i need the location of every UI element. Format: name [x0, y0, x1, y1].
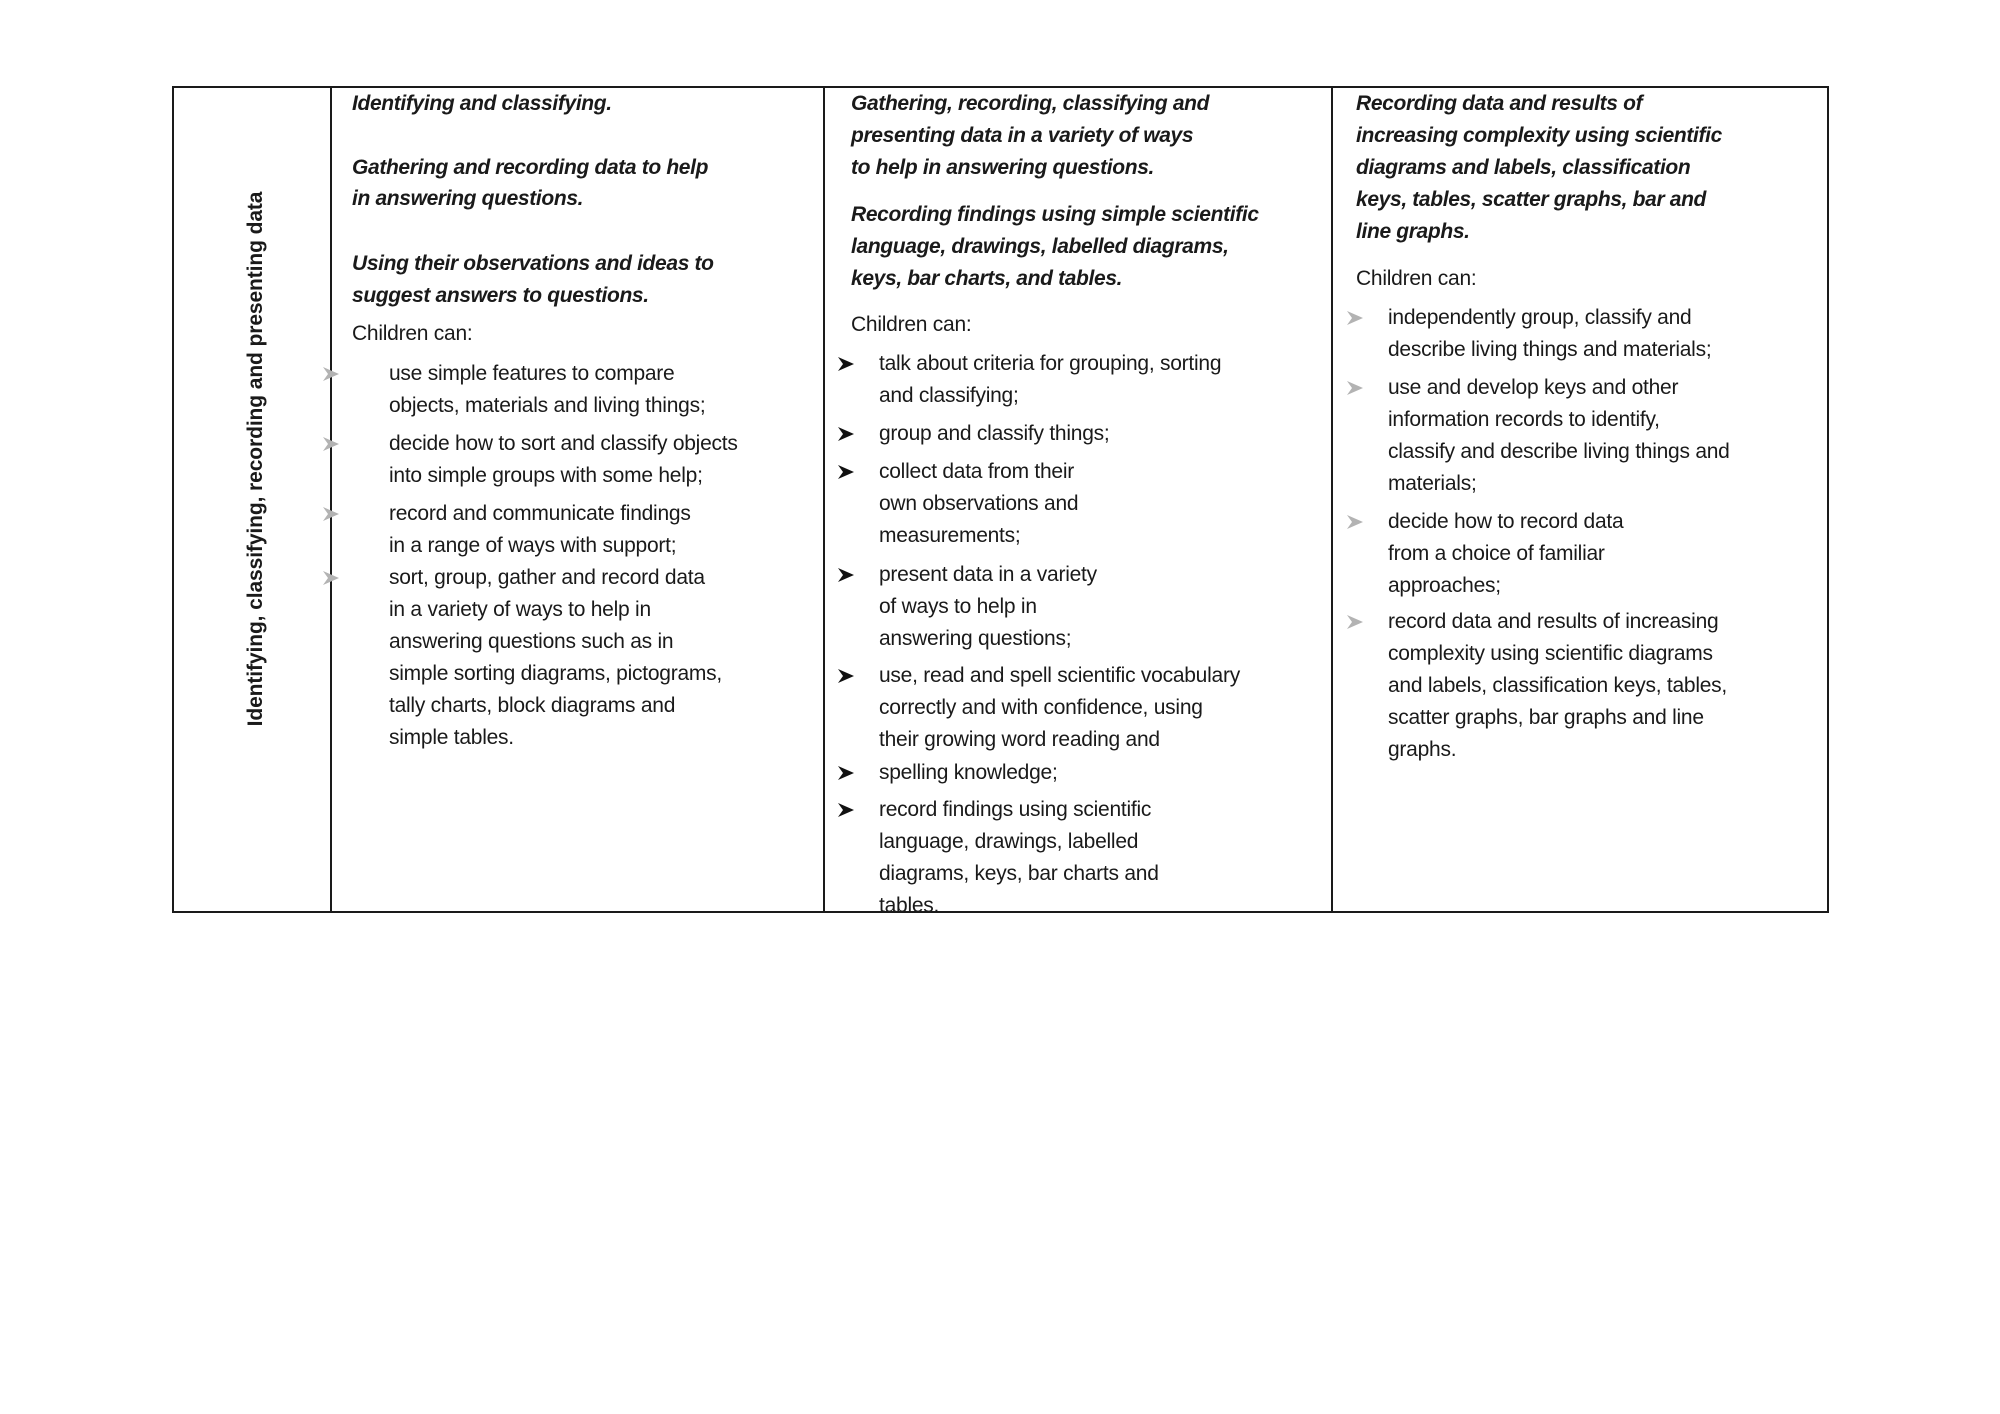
bullet-item-line: from a choice of familiar	[1388, 542, 1605, 565]
heading-line: increasing complexity using scientific	[1356, 124, 1722, 147]
bullet-item-line: correctly and with confidence, using	[879, 696, 1203, 719]
bullet-item-line: collect data from their	[879, 460, 1075, 483]
key-stage-1-cell	[332, 88, 823, 911]
bullet-item-line: decide how to sort and classify objects	[389, 432, 738, 455]
heading-line: suggest answers to questions.	[352, 284, 649, 307]
bullet-item-line: objects, materials and living things;	[389, 394, 706, 417]
bullet-item-line: use and develop keys and other	[1388, 376, 1679, 399]
bullet-item-line: decide how to record data	[1388, 510, 1624, 533]
bullet-item-line: graphs.	[1388, 738, 1457, 761]
bullet-item-line: describe living things and materials;	[1388, 338, 1712, 361]
heading-line: presenting data in a variety of ways	[851, 124, 1194, 147]
bullet-item-line: language, drawings, labelled	[879, 830, 1139, 853]
bullet-item-line: in a variety of ways to help in	[389, 598, 651, 621]
heading-line: keys, bar charts, and tables.	[851, 267, 1123, 290]
bullet-item-line: measurements;	[879, 524, 1021, 547]
row-header-cell	[174, 88, 332, 911]
children-can-label: Children can:	[1356, 267, 1477, 290]
heading-line: Gathering, recording, classifying and	[851, 92, 1210, 115]
bullet-item-line: of ways to help in	[879, 595, 1037, 618]
heading-line: to help in answering questions.	[851, 156, 1155, 179]
bullet-item-line: own observations and	[879, 492, 1079, 515]
bullet-item-line: in a range of ways with support;	[389, 534, 677, 557]
heading-line: Using their observations and ideas to	[352, 252, 714, 275]
bullet-item-line: and labels, classification keys, tables,	[1388, 674, 1728, 697]
heading-line: diagrams and labels, classification	[1356, 156, 1691, 179]
bullet-item-line: talk about criteria for grouping, sorting	[879, 352, 1222, 375]
heading-line: Recording findings using simple scientific	[851, 203, 1259, 226]
bullet-item-line: complexity using scientific diagrams	[1388, 642, 1713, 665]
bullet-item-line: record findings using scientific	[879, 798, 1152, 821]
curriculum-table	[172, 86, 1829, 917]
bullet-item-line: use simple features to compare	[389, 362, 675, 385]
children-can-label: Children can:	[352, 322, 473, 345]
bullet-item-line: tally charts, block diagrams and	[389, 694, 676, 717]
bullet-item-line: classify and describe living things and	[1388, 440, 1730, 463]
bullet-item-line: scatter graphs, bar graphs and line	[1388, 706, 1704, 729]
lower-key-stage-2-cell	[825, 88, 1331, 917]
children-can-label: Children can:	[851, 313, 972, 336]
bullet-item-line: approaches;	[1388, 574, 1501, 597]
bullet-item-line: and classifying;	[879, 384, 1019, 407]
bullet-item-line: use, read and spell scientific vocabulary	[879, 664, 1240, 687]
bullet-item-line: tables.	[879, 894, 940, 917]
bullet-item-line: materials;	[1388, 472, 1477, 495]
bullet-item-line: simple tables.	[389, 726, 514, 749]
bullet-item-line: their growing word reading and	[879, 728, 1160, 751]
bullet-item-line: diagrams, keys, bar charts and	[879, 862, 1159, 885]
bullet-item-line: group and classify things;	[879, 422, 1110, 445]
heading-line: Identifying and classifying.	[352, 92, 612, 115]
bullet-item-line: spelling knowledge;	[879, 761, 1058, 784]
bullet-item-line: answering questions such as in	[389, 630, 674, 653]
bullet-item-line: into simple groups with some help;	[389, 464, 703, 487]
upper-key-stage-2-cell	[1333, 88, 1827, 911]
heading-line: Gathering and recording data to help	[352, 156, 709, 179]
bullet-item-line: answering questions;	[879, 627, 1072, 650]
heading-line: language, drawings, labelled diagrams,	[851, 235, 1229, 258]
bullet-item-line: record and communicate findings	[389, 502, 691, 525]
heading-line: line graphs.	[1356, 220, 1470, 243]
heading-line: Recording data and results of	[1356, 92, 1643, 115]
row-header-label: Identifying, classifying, recording and presenting data	[244, 191, 267, 727]
bullet-item-line: sort, group, gather and record data	[389, 566, 705, 589]
bullet-item-line: present data in a variety	[879, 563, 1097, 586]
bullet-item-line: simple sorting diagrams, pictograms,	[389, 662, 722, 685]
bullet-item-line: record data and results of increasing	[1388, 610, 1719, 633]
heading-line: keys, tables, scatter graphs, bar and	[1356, 188, 1707, 211]
bullet-item-line: information records to identify,	[1388, 408, 1660, 431]
bullet-item-line: independently group, classify and	[1388, 306, 1692, 329]
heading-line: in answering questions.	[352, 187, 584, 210]
